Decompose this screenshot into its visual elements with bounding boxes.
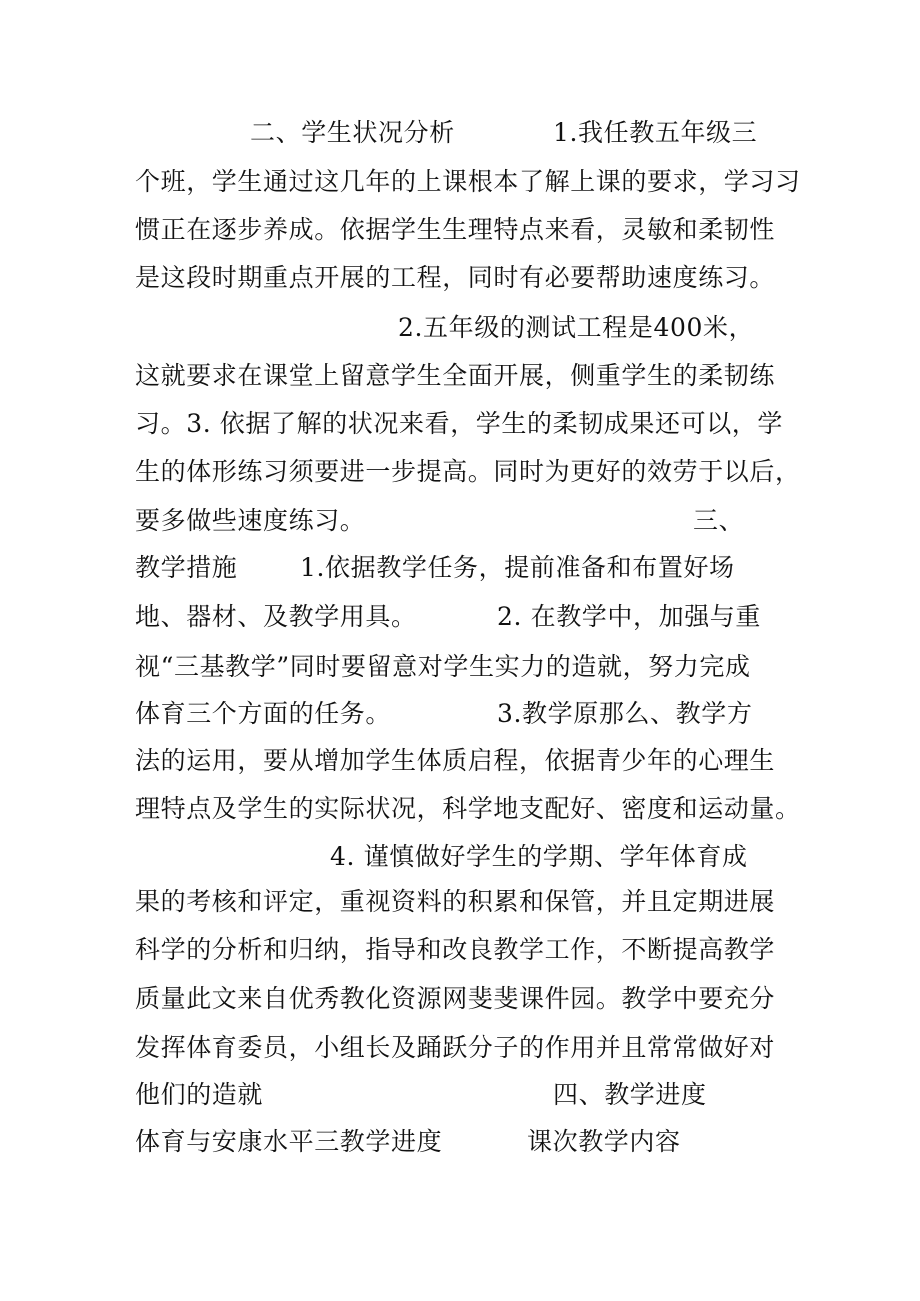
section-heading-2: 二、学生状况分析 bbox=[250, 118, 455, 147]
text-segment: 地、器材、及教学用具。 bbox=[135, 602, 417, 631]
text-segment: 课次教学内容 bbox=[527, 1127, 681, 1156]
text-line-18: 科学的分析和归纳，指导和改良教学工作，不断提高教学 bbox=[135, 935, 776, 964]
text-segment: 2. 在教学中，加强与重 bbox=[497, 602, 762, 631]
text-segment: 要多做些速度练习。 bbox=[135, 506, 366, 535]
text-line-20: 发挥体育委员，小组长及踊跃分子的作用并且常常做好对 bbox=[135, 1033, 776, 1062]
text-line-16: 4. 谨慎做好学生的学期、学年体育成 bbox=[330, 842, 748, 871]
text-segment: 1.依据教学任务，提前准备和布置好场 bbox=[300, 553, 735, 582]
section-heading-3: 三、 bbox=[693, 506, 745, 535]
text-line-4: 是这段时期重点开展的工程，同时有必要帮助速度练习。 bbox=[135, 263, 776, 292]
section-heading-3-title: 教学措施 bbox=[135, 553, 238, 582]
text-segment: 1.我任教五年级三 bbox=[553, 118, 758, 147]
text-line-15: 理特点及学生的实际状况，科学地支配好、密度和运动量。 bbox=[135, 794, 801, 823]
text-line-5: 2.五年级的测试工程是400米， bbox=[398, 313, 755, 342]
text-line-2: 个班，学生通过这几年的上课根本了解上课的要求，学习习 bbox=[135, 167, 801, 196]
text-segment: 体育三个方面的任务。 bbox=[135, 699, 392, 728]
text-line-3: 惯正在逐步养成。依据学生生理特点来看，灵敏和柔韧性 bbox=[135, 215, 776, 244]
text-line-6: 这就要求在课堂上留意学生全面开展，侧重学生的柔韧练 bbox=[135, 361, 776, 390]
text-line-7: 习。3. 依据了解的状况来看，学生的柔韧成果还可以，学 bbox=[135, 409, 784, 438]
text-line-19: 质量此文来自优秀教化资源网斐斐课件园。教学中要充分 bbox=[135, 984, 776, 1013]
text-line-17: 果的考核和评定，重视资料的积累和保管，并且定期进展 bbox=[135, 887, 776, 916]
section-heading-4: 四、教学进度 bbox=[553, 1080, 707, 1109]
text-segment: 体育与安康水平三教学进度 bbox=[135, 1127, 443, 1156]
text-line-8: 生的体形练习须要进一步提高。同时为更好的效劳于以后， bbox=[135, 457, 801, 486]
text-segment: 他们的造就 bbox=[135, 1080, 264, 1109]
text-line-12: 视“三基教学”同时要留意对学生实力的造就，努力完成 bbox=[135, 652, 751, 681]
text-line-14: 法的运用，要从增加学生体质启程，依据青少年的心理生 bbox=[135, 746, 776, 775]
text-segment: 3.教学原那么、教学方 bbox=[497, 699, 753, 728]
